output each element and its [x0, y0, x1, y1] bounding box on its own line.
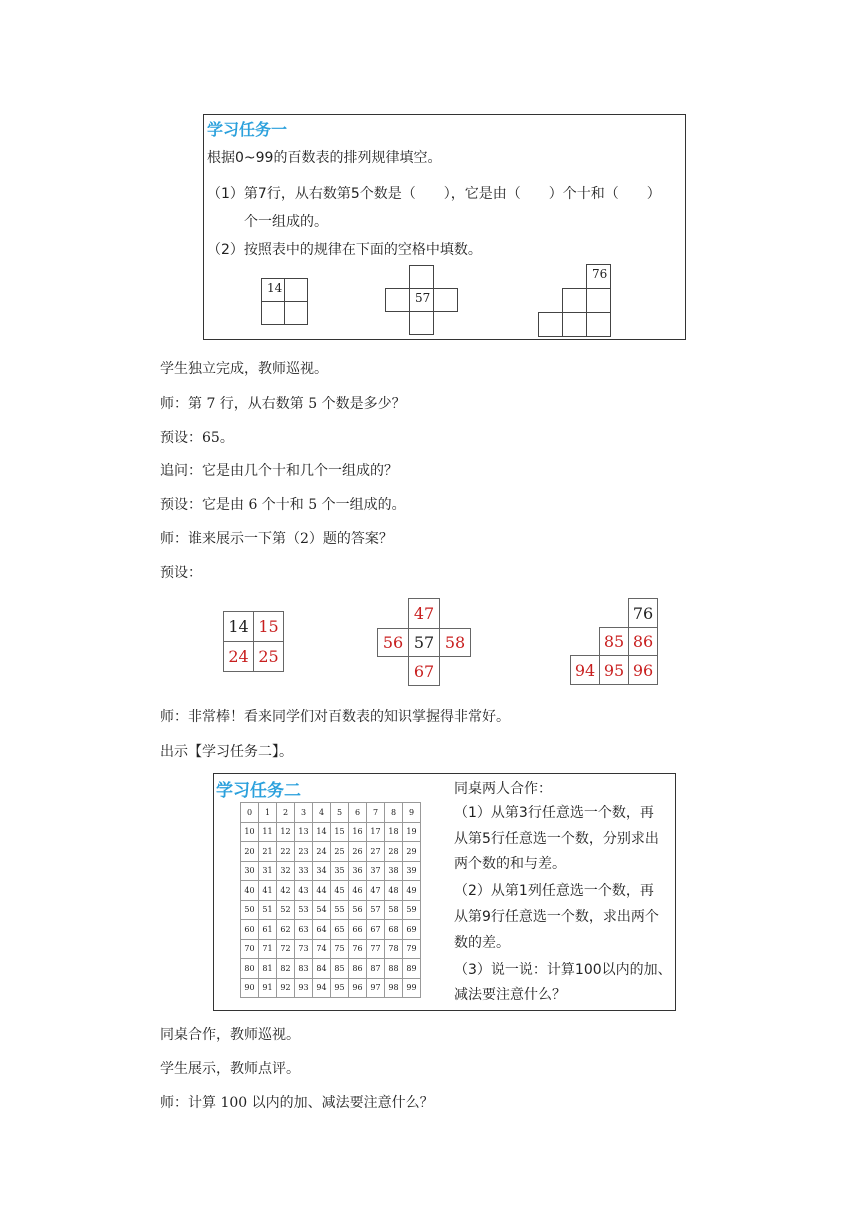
hundred-chart-cell: 0 [241, 803, 259, 823]
hundred-chart-cell: 59 [403, 900, 421, 920]
hundred-chart-cell: 21 [259, 842, 277, 862]
answer-cell: 85 [599, 627, 629, 656]
answer-cell: 14 [223, 611, 254, 642]
hundred-chart-cell: 8 [385, 803, 403, 823]
hundred-chart-cell: 5 [331, 803, 349, 823]
hundred-chart-cell: 42 [277, 881, 295, 901]
hundred-chart-cell: 89 [403, 959, 421, 979]
hundred-chart-cell: 44 [313, 881, 331, 901]
hundred-chart-cell: 68 [385, 920, 403, 940]
hundred-chart-cell: 63 [295, 920, 313, 940]
paragraph: 学生独立完成，教师巡视。 [160, 361, 328, 377]
answer-cell: 56 [377, 628, 409, 657]
hundred-chart-cell: 64 [313, 920, 331, 940]
answer-cell: 15 [253, 611, 284, 642]
hundred-chart-cell: 36 [349, 861, 367, 881]
grid-cell-given: 76 [586, 264, 611, 289]
hundred-chart-cell: 14 [313, 822, 331, 842]
hundred-chart-cell: 67 [367, 920, 385, 940]
hundred-chart-cell: 16 [349, 822, 367, 842]
task2-box [213, 773, 676, 1011]
hundred-chart-cell: 29 [403, 842, 421, 862]
hundred-chart-cell: 75 [331, 939, 349, 959]
hundred-chart-cell: 33 [295, 861, 313, 881]
hundred-chart-cell: 11 [259, 822, 277, 842]
hundred-chart-cell: 13 [295, 822, 313, 842]
hundred-chart-cell: 10 [241, 822, 259, 842]
grid-cell-given: 57 [409, 288, 434, 312]
hundred-chart-cell: 72 [277, 939, 295, 959]
answer-cell: 94 [570, 655, 600, 685]
task2-line: 数的差。 [454, 935, 510, 951]
hundred-chart-cell: 47 [367, 881, 385, 901]
hundred-chart-cell: 2 [277, 803, 295, 823]
grid-cell-blank [562, 312, 587, 337]
hundred-chart-cell: 32 [277, 861, 295, 881]
task1-q1-line1: （1）第7行，从右数第5个数是（ ），它是由（ ）个十和（ ） [207, 186, 661, 202]
answer-cell: 57 [408, 628, 440, 657]
hundred-chart-row [241, 803, 421, 823]
task2-line: 从第5行任意选一个数，分别求出 [454, 831, 659, 847]
hundred-chart-cell: 41 [259, 881, 277, 901]
paragraph: 预设： [160, 565, 202, 581]
answer-cell: 76 [628, 598, 658, 628]
hundred-chart-cell: 60 [241, 920, 259, 940]
answer-cell: 25 [253, 641, 284, 672]
hundred-chart-cell: 22 [277, 842, 295, 862]
hundred-chart-cell: 26 [349, 842, 367, 862]
hundred-chart-cell: 17 [367, 822, 385, 842]
answer-cell: 58 [439, 628, 471, 657]
hundred-chart-cell: 51 [259, 900, 277, 920]
hundred-chart-cell: 65 [331, 920, 349, 940]
hundred-chart-row [241, 978, 421, 998]
grid-cell-blank [385, 288, 410, 312]
hundred-chart-row [241, 900, 421, 920]
answer-cell: 95 [599, 655, 629, 685]
hundred-chart-cell: 54 [313, 900, 331, 920]
hundred-chart-cell: 34 [313, 861, 331, 881]
hundred-chart-cell: 66 [349, 920, 367, 940]
hundred-chart-cell: 76 [349, 939, 367, 959]
task1-q1-line2: 个一组成的。 [244, 214, 328, 230]
answer-cell: 86 [628, 627, 658, 656]
hundred-chart-cell: 56 [349, 900, 367, 920]
task2-line: 从第9行任意选一个数，求出两个 [454, 909, 659, 925]
hundred-chart-cell: 87 [367, 959, 385, 979]
task1-box [203, 114, 686, 340]
paragraph: 同桌合作，教师巡视。 [160, 1027, 300, 1043]
hundred-chart-cell: 57 [367, 900, 385, 920]
hundred-chart-cell: 92 [277, 978, 295, 998]
hundred-chart-cell: 43 [295, 881, 313, 901]
paragraph: 师：计算 100 以内的加、减法要注意什么？ [160, 1095, 434, 1111]
hundred-chart-cell: 96 [349, 978, 367, 998]
hundred-chart-cell: 85 [331, 959, 349, 979]
grid-cell-blank [586, 312, 611, 337]
hundred-chart-cell: 9 [403, 803, 421, 823]
task1-title: 学习任务一 [207, 120, 288, 139]
hundred-chart-cell: 1 [259, 803, 277, 823]
grid-cell-blank [284, 278, 308, 302]
hundred-chart-cell: 80 [241, 959, 259, 979]
answer-cell: 67 [408, 656, 440, 686]
hundred-chart-cell: 40 [241, 881, 259, 901]
hundred-chart-cell: 46 [349, 881, 367, 901]
hundred-chart-cell: 30 [241, 861, 259, 881]
grid-cell-blank [409, 311, 434, 335]
hundred-chart-cell: 78 [385, 939, 403, 959]
hundred-chart-cell: 71 [259, 939, 277, 959]
hundred-chart-cell: 48 [385, 881, 403, 901]
hundred-chart-cell: 35 [331, 861, 349, 881]
hundred-chart-cell: 38 [385, 861, 403, 881]
hundred-chart-cell: 24 [313, 842, 331, 862]
task1-intro: 根据0~99的百数表的排列规律填空。 [207, 150, 442, 166]
task2-line: （1）从第3行任意选一个数，再 [454, 805, 654, 821]
grid-cell-given: 14 [261, 278, 285, 302]
hundred-chart-cell: 6 [349, 803, 367, 823]
task2-line: （3）说一说：计算100以内的加、 [454, 962, 672, 978]
grid-cell-blank [261, 301, 285, 325]
hundred-chart-cell: 39 [403, 861, 421, 881]
hundred-chart-cell: 49 [403, 881, 421, 901]
answer-cell: 96 [628, 655, 658, 685]
hundred-chart-cell: 37 [367, 861, 385, 881]
hundred-chart-cell: 81 [259, 959, 277, 979]
hundred-chart-cell: 25 [331, 842, 349, 862]
task2-heading: 同桌两人合作： [454, 781, 552, 797]
hundred-chart-row [241, 861, 421, 881]
hundred-chart-cell: 93 [295, 978, 313, 998]
hundred-chart-cell: 52 [277, 900, 295, 920]
hundred-chart-cell: 3 [295, 803, 313, 823]
hundred-chart-cell: 83 [295, 959, 313, 979]
grid-cell-blank [586, 288, 611, 313]
hundred-chart-cell: 77 [367, 939, 385, 959]
task2-title: 学习任务二 [216, 781, 301, 801]
task2-line: 减法要注意什么？ [454, 987, 566, 1003]
paragraph: 师：谁来展示一下第（2）题的答案？ [160, 531, 393, 547]
hundred-chart-cell: 7 [367, 803, 385, 823]
hundred-chart-cell: 99 [403, 978, 421, 998]
hundred-chart-cell: 28 [385, 842, 403, 862]
grid-cell-blank [284, 301, 308, 325]
paragraph: 预设：65。 [160, 430, 234, 446]
hundred-chart-cell: 95 [331, 978, 349, 998]
grid-cell-blank [562, 288, 587, 313]
hundred-chart-cell: 50 [241, 900, 259, 920]
answer-cell: 24 [223, 641, 254, 672]
hundred-chart-row [241, 939, 421, 959]
hundred-chart-row [241, 842, 421, 862]
hundred-chart-cell: 88 [385, 959, 403, 979]
hundred-chart-cell: 84 [313, 959, 331, 979]
grid-cell-blank [433, 288, 458, 312]
hundred-chart-cell: 97 [367, 978, 385, 998]
paragraph: 出示【学习任务二】。 [160, 744, 293, 760]
hundred-chart-cell: 69 [403, 920, 421, 940]
hundred-chart-row [241, 881, 421, 901]
hundred-chart-cell: 73 [295, 939, 313, 959]
paragraph: 师：非常棒！看来同学们对百数表的知识掌握得非常好。 [160, 709, 510, 725]
task1-q2: （2）按照表中的规律在下面的空格中填数。 [207, 242, 482, 258]
hundred-chart-cell: 15 [331, 822, 349, 842]
hundred-chart-cell: 82 [277, 959, 295, 979]
grid-cell-blank [538, 312, 563, 337]
paragraph: 追问：它是由几个十和几个一组成的？ [160, 463, 398, 479]
task2-line: 两个数的和与差。 [454, 856, 566, 872]
hundred-chart-cell: 31 [259, 861, 277, 881]
paragraph: 师：第 7 行，从右数第 5 个数是多少？ [160, 396, 406, 412]
grid-cell-blank [409, 265, 434, 289]
paragraph: 学生展示，教师点评。 [160, 1061, 300, 1077]
task2-line: （2）从第1列任意选一个数，再 [454, 883, 654, 899]
hundred-chart-cell: 20 [241, 842, 259, 862]
hundred-chart-cell: 58 [385, 900, 403, 920]
hundred-chart-row [241, 920, 421, 940]
hundred-chart-cell: 23 [295, 842, 313, 862]
hundred-chart-cell: 70 [241, 939, 259, 959]
hundred-chart-cell: 18 [385, 822, 403, 842]
hundred-chart-cell: 55 [331, 900, 349, 920]
hundred-chart-cell: 86 [349, 959, 367, 979]
hundred-chart-cell: 90 [241, 978, 259, 998]
hundred-chart-cell: 19 [403, 822, 421, 842]
hundred-chart [240, 802, 421, 998]
hundred-chart-cell: 27 [367, 842, 385, 862]
hundred-chart-cell: 4 [313, 803, 331, 823]
hundred-chart-cell: 62 [277, 920, 295, 940]
hundred-chart-cell: 12 [277, 822, 295, 842]
hundred-chart-cell: 74 [313, 939, 331, 959]
hundred-chart-cell: 45 [331, 881, 349, 901]
hundred-chart-cell: 53 [295, 900, 313, 920]
hundred-chart-cell: 61 [259, 920, 277, 940]
hundred-chart-cell: 91 [259, 978, 277, 998]
hundred-chart-row [241, 959, 421, 979]
hundred-chart-row [241, 822, 421, 842]
paragraph: 预设：它是由 6 个十和 5 个一组成的。 [160, 497, 406, 513]
hundred-chart-cell: 79 [403, 939, 421, 959]
hundred-chart-cell: 98 [385, 978, 403, 998]
hundred-chart-cell: 94 [313, 978, 331, 998]
answer-cell: 47 [408, 598, 440, 629]
